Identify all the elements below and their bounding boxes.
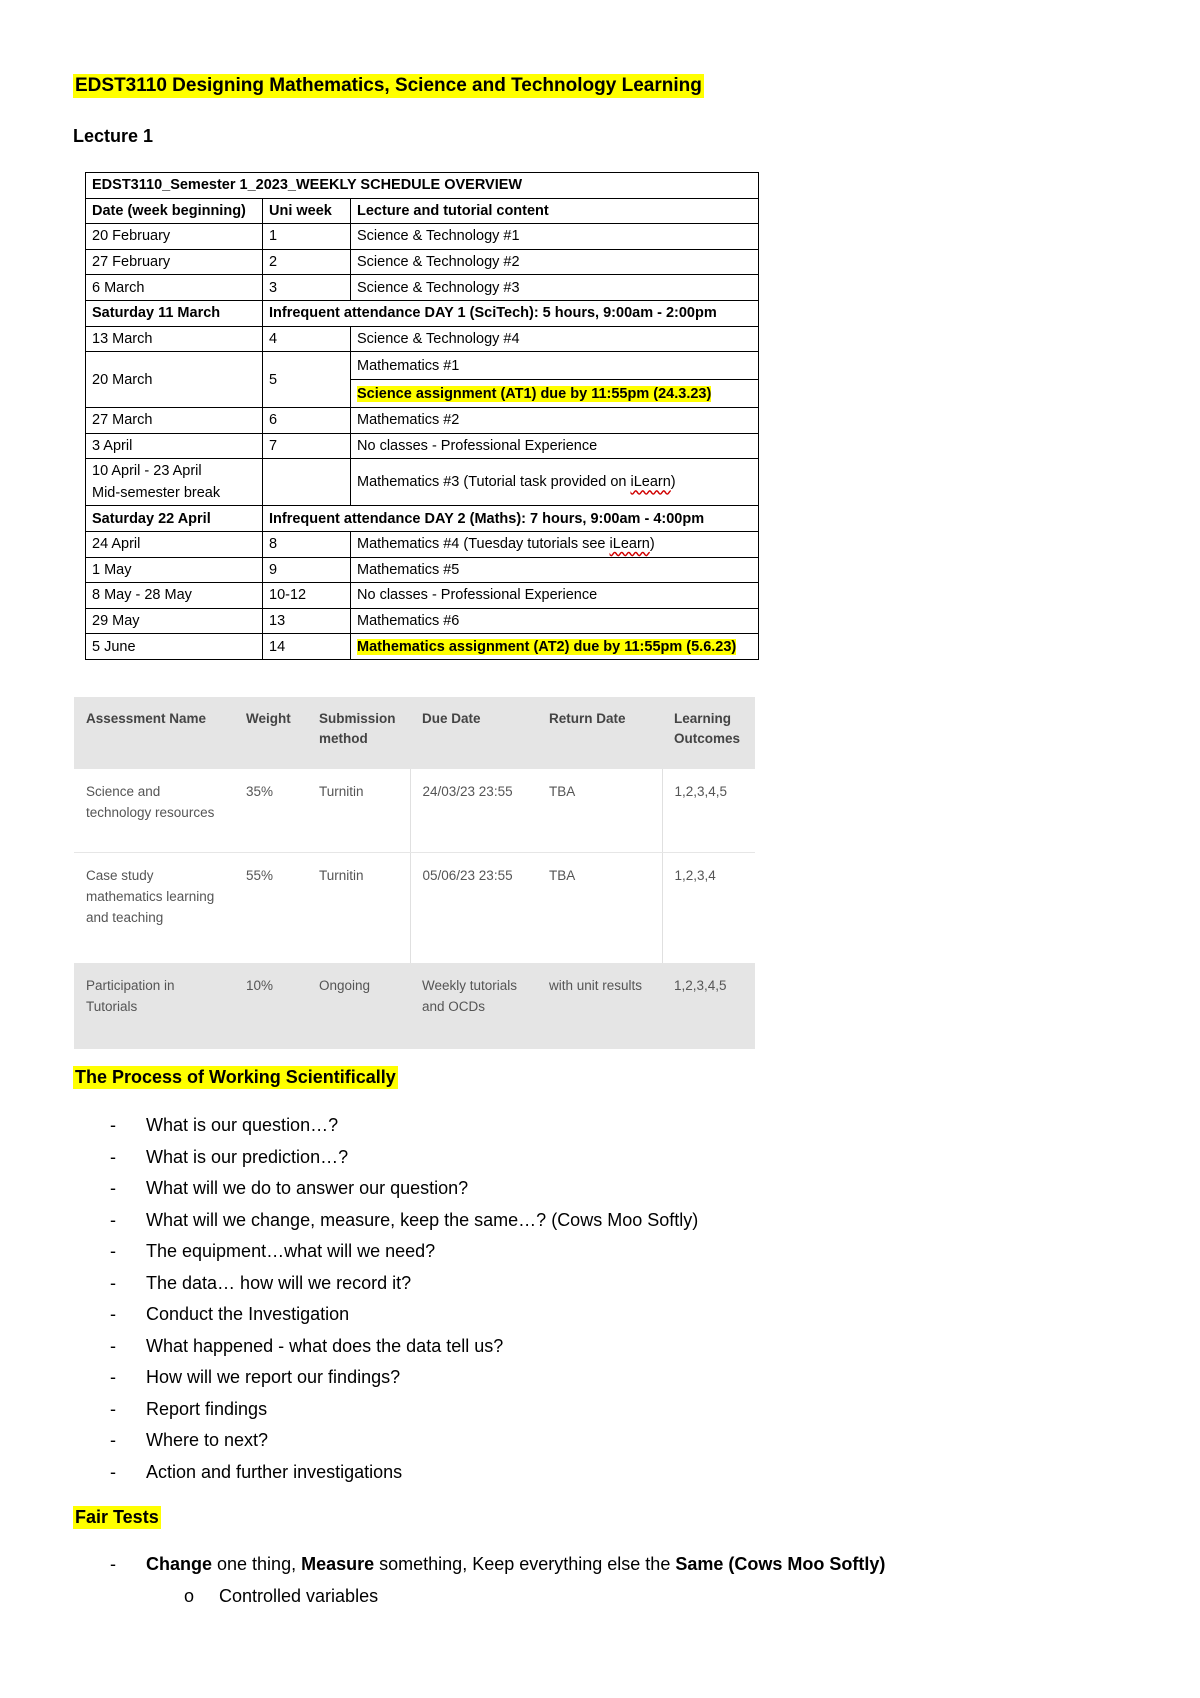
- cell-week: 14: [263, 634, 351, 660]
- section-heading-fair-tests: Fair Tests: [75, 1507, 159, 1527]
- weekly-schedule-table: [85, 172, 759, 660]
- cell-assessment-name: Science and technology resources: [74, 769, 234, 853]
- cell-week: 8: [263, 531, 351, 557]
- cell-week: 1: [263, 224, 351, 250]
- cell-date: 20 February: [86, 224, 263, 250]
- cell-outcomes: 1,2,3,4,5: [662, 963, 755, 1049]
- table-row: [86, 300, 759, 326]
- list-item: [0, 1425, 698, 1457]
- cell-week: 3: [263, 275, 351, 301]
- table-row: [74, 769, 755, 853]
- cell-assignment-due: [351, 380, 759, 408]
- table-row: [86, 408, 759, 434]
- cell-content: Mathematics #1: [351, 352, 759, 380]
- table-row: [86, 198, 759, 224]
- course-title: EDST3110 Designing Mathematics, Science and Technology Learning: [75, 75, 702, 96]
- content-text: Mathematics #3 (Tutorial task provided on: [357, 474, 631, 491]
- column-header: Assessment Name: [74, 697, 234, 769]
- column-header: Due Date: [410, 697, 537, 769]
- column-header: Learning Outcomes: [662, 697, 755, 769]
- table-row: [86, 459, 759, 506]
- list-item-text: Conduct the Investigation: [146, 1304, 350, 1324]
- list-item-text: What happened - what does the data tell us?: [146, 1335, 504, 1356]
- cell-date: 3 April: [86, 433, 263, 459]
- list-item-text: The data… how will we record it?: [146, 1272, 412, 1293]
- table-row: [86, 326, 759, 352]
- text-part: something, Keep everything else the: [374, 1554, 676, 1574]
- cell-submission: Ongoing: [307, 963, 410, 1049]
- list-item: [0, 1110, 698, 1142]
- table-row: [74, 963, 755, 1049]
- cell-return-date: TBA: [537, 769, 662, 853]
- list-item-text: Report findings: [146, 1398, 268, 1419]
- cell-date: 24 April: [86, 531, 263, 557]
- cell-assessment-name: Participation in Tutorials: [74, 963, 234, 1049]
- list-item: [0, 1142, 698, 1174]
- assessment-table: [74, 697, 755, 1049]
- list-item-text: The equipment…what will we need?: [146, 1241, 436, 1261]
- cell-week: 5: [263, 352, 351, 408]
- date-note: Mid-semester break: [92, 485, 221, 502]
- list-item: [0, 1236, 698, 1268]
- dash-bullet: -: [110, 1209, 116, 1230]
- circle-bullet: o: [184, 1586, 195, 1606]
- section-heading-working-scientifically: The Process of Working Scientifically: [75, 1067, 396, 1087]
- list-item: [0, 1362, 698, 1394]
- dash-bullet: -: [110, 1554, 116, 1574]
- cell-week: 6: [263, 408, 351, 434]
- list-item-text: What will we do to answer our question?: [146, 1178, 469, 1198]
- sub-item-text: Controlled variables: [219, 1586, 379, 1606]
- cell-week: 7: [263, 433, 351, 459]
- cell-date: 1 May: [86, 557, 263, 583]
- table-row: [86, 352, 759, 380]
- column-header: Lecture and tutorial content: [351, 198, 759, 224]
- list-item: [0, 1205, 698, 1237]
- dash-bullet: -: [110, 1178, 116, 1198]
- column-header: Date (week beginning): [86, 198, 263, 224]
- schedule-title: EDST3110_Semester 1_2023_WEEKLY SCHEDULE OVERVIEW: [86, 173, 759, 199]
- cell-date: [86, 459, 263, 506]
- dash-bullet: -: [110, 1241, 116, 1261]
- table-row: [86, 249, 759, 275]
- table-row: [86, 608, 759, 634]
- fair-tests-list: [0, 1549, 885, 1581]
- cell-date: 6 March: [86, 275, 263, 301]
- cell-content: Science & Technology #1: [351, 224, 759, 250]
- emphasis-measure: Measure: [301, 1554, 375, 1574]
- content-text-end: ): [670, 474, 676, 491]
- cell-assignment-due: [351, 634, 759, 660]
- list-item-text: What is our question…?: [146, 1115, 339, 1135]
- cell-date: 29 May: [86, 608, 263, 634]
- cell-submission: Turnitin: [307, 769, 410, 853]
- cell-date: 20 March: [86, 352, 263, 408]
- cell-outcomes: 1,2,3,4,5: [662, 769, 755, 853]
- sub-list-item: [0, 1581, 1200, 1612]
- list-item-text: Action and further investigations: [146, 1461, 403, 1482]
- column-header: Weight: [234, 697, 307, 769]
- cell-content: Mathematics #6: [351, 608, 759, 634]
- list-item: [0, 1331, 698, 1363]
- cell-return-date: TBA: [537, 853, 662, 964]
- assignment-due-text: Mathematics assignment (AT2) due by 11:55pm (5.6.23): [357, 638, 737, 655]
- cell-week: 10-12: [263, 583, 351, 609]
- table-row: [86, 275, 759, 301]
- cell-content: Mathematics #2: [351, 408, 759, 434]
- cell-due-date: 24/03/23 23:55: [410, 769, 537, 853]
- list-item-text: What is our prediction…?: [146, 1146, 349, 1167]
- cell-outcomes: 1,2,3,4: [674, 868, 716, 883]
- cell-attendance-day: Infrequent attendance DAY 1 (SciTech): 5 hours, 9:00am - 2:00pm: [263, 300, 759, 326]
- table-row: [86, 557, 759, 583]
- list-item: [0, 1173, 698, 1205]
- cell-content: No classes - Professional Experience: [351, 433, 759, 459]
- cell-due-date: 05/06/23 23:55: [422, 868, 513, 883]
- table-row: [86, 506, 759, 532]
- list-item: [0, 1394, 698, 1426]
- cell-week: [263, 459, 351, 506]
- list-item-text: How will we report our findings?: [146, 1367, 401, 1387]
- dash-bullet: -: [110, 1146, 116, 1167]
- dash-bullet: -: [110, 1272, 116, 1293]
- cell-date: 5 June: [86, 634, 263, 660]
- assignment-due-text: Science assignment (AT1) due by 11:55pm (24.3.23): [357, 385, 712, 402]
- cell-weight: 55%: [246, 868, 274, 883]
- cell-date: 13 March: [86, 326, 263, 352]
- ilearn-link: iLearn: [609, 536, 650, 553]
- dash-bullet: -: [110, 1430, 116, 1450]
- table-row: [86, 224, 759, 250]
- column-header: Submission method: [307, 697, 410, 769]
- dash-bullet: -: [110, 1367, 116, 1387]
- date-range: 10 April - 23 April: [92, 463, 202, 480]
- cell-content: [351, 531, 759, 557]
- cell-submission: Turnitin: [307, 853, 410, 964]
- list-item: [0, 1457, 698, 1489]
- cell-content: [351, 459, 759, 506]
- list-item: [0, 1549, 885, 1581]
- ilearn-link: iLearn: [630, 474, 671, 491]
- cell-content: Mathematics #5: [351, 557, 759, 583]
- cell-week: 4: [263, 326, 351, 352]
- cell-weight: 35%: [234, 769, 307, 853]
- dash-bullet: -: [110, 1461, 116, 1482]
- text-part: one thing,: [212, 1554, 302, 1574]
- emphasis-change: Change: [146, 1554, 213, 1574]
- table-row: [86, 173, 759, 199]
- cell-week: 2: [263, 249, 351, 275]
- list-item: [0, 1299, 698, 1331]
- table-header-row: [74, 697, 755, 769]
- cell-weight: 10%: [234, 963, 307, 1049]
- cell-content: No classes - Professional Experience: [351, 583, 759, 609]
- table-row: [86, 433, 759, 459]
- list-item-text: Where to next?: [146, 1430, 269, 1450]
- emphasis-same: Same (Cows Moo Softly): [675, 1554, 886, 1574]
- cell-due-date: Weekly tutorials and OCDs: [410, 963, 537, 1049]
- cell-week: 9: [263, 557, 351, 583]
- list-item-text: What will we change, measure, keep the same…? (Cows Moo Softly): [146, 1209, 699, 1230]
- cell-return-date: with unit results: [537, 963, 662, 1049]
- lecture-heading: Lecture 1: [73, 126, 154, 146]
- cell-date: Saturday 11 March: [86, 300, 263, 326]
- list-item: [0, 1268, 698, 1300]
- working-scientifically-list: [0, 1110, 698, 1488]
- cell-content: Science & Technology #2: [351, 249, 759, 275]
- cell-date: 8 May - 28 May: [86, 583, 263, 609]
- dash-bullet: -: [110, 1398, 116, 1419]
- cell-attendance-day: Infrequent attendance DAY 2 (Maths): 7 hours, 9:00am - 4:00pm: [263, 506, 759, 532]
- cell-assessment-name: Case study mathematics learning and teaching: [86, 868, 215, 925]
- column-header: Uni week: [263, 198, 351, 224]
- table-row: [86, 531, 759, 557]
- content-text-end: ): [649, 536, 655, 553]
- cell-week: 13: [263, 608, 351, 634]
- table-row: [86, 634, 759, 660]
- dash-bullet: -: [110, 1335, 116, 1356]
- table-row: [74, 853, 755, 964]
- cell-date: Saturday 22 April: [86, 506, 263, 532]
- dash-bullet: -: [110, 1115, 116, 1135]
- cell-date: 27 February: [86, 249, 263, 275]
- content-text: Mathematics #4 (Tuesday tutorials see: [357, 536, 610, 553]
- table-row: [86, 583, 759, 609]
- column-header: Return Date: [537, 697, 662, 769]
- dash-bullet: -: [110, 1304, 116, 1324]
- cell-content: Science & Technology #3: [351, 275, 759, 301]
- cell-content: Science & Technology #4: [351, 326, 759, 352]
- cell-date: 27 March: [86, 408, 263, 434]
